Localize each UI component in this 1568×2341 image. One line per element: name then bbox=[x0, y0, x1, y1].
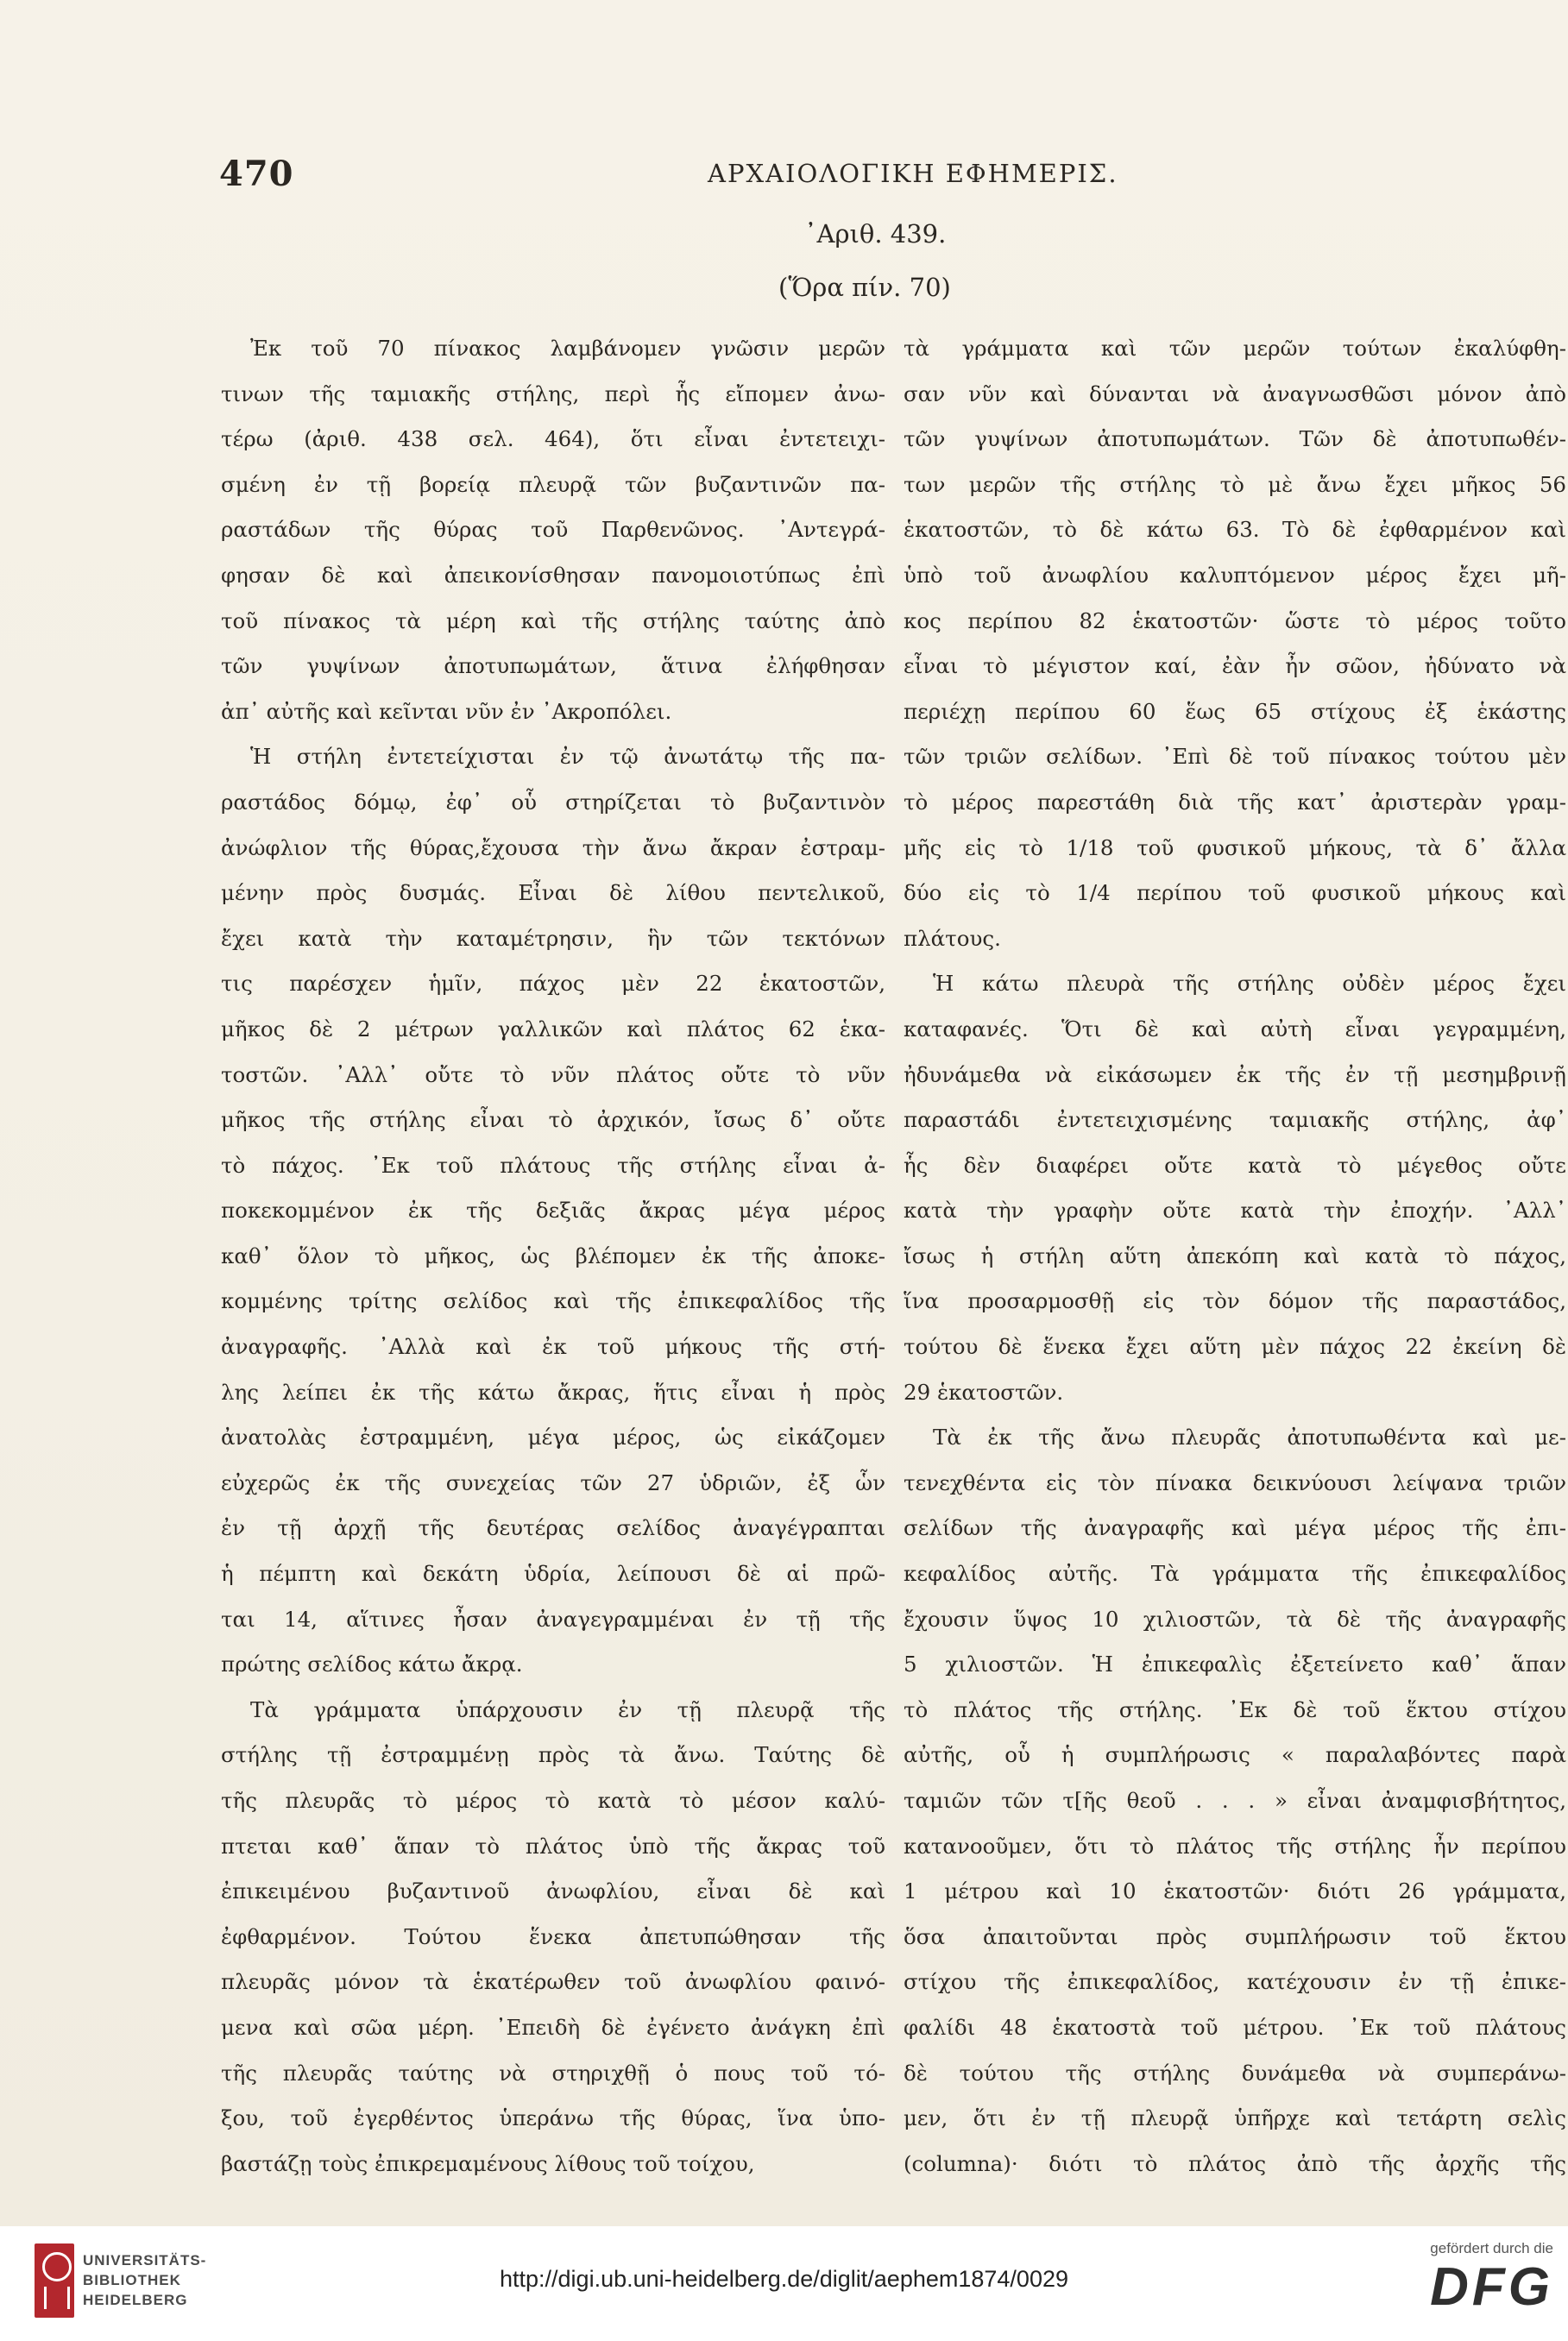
text-line: ἀνατολὰς ἐστραμμένη, μέγα μέρος, ὡς εἰκάζομεν bbox=[221, 1425, 885, 1451]
text-line: ἐφθαρμένον. Τούτου ἕνεκα ἀπετυπώθησαν τῆς bbox=[221, 1923, 885, 1949]
text-line: ἔχει κατὰ τὴν καταμέτρησιν, ἣν τῶν τεκτόνων bbox=[221, 925, 885, 951]
text-line: των μερῶν τῆς στήλης τὸ μὲ ἄνω ἔχει μῆκος 56 bbox=[904, 471, 1566, 497]
text-line: ἧς δὲν διαφέρει οὔτε κατὰ τὸ μέγεθος οὔτε bbox=[904, 1152, 1566, 1178]
text-line: 5 χιλιοστῶν. Ἡ ἐπικεφαλὶς ἐξετείνετο καθ᾿ ἅπαν bbox=[904, 1652, 1566, 1677]
text-line: Τὰ γράμματα ὑπάρχουσιν ἐν τῇ πλευρᾷ τῆς bbox=[250, 1696, 885, 1722]
text-line: τενεχθέντα εἰς τὸν πίνακα δεικνύουσι λείψανα τριῶν bbox=[904, 1469, 1566, 1495]
text-line: δὲ τούτου τῆς στήλης δυνάμεθα νὰ συμπεράνω- bbox=[904, 2060, 1566, 2086]
text-line: ταμιῶν τῶν τ[ῆς θεοῦ . . . » εἶναι ἀναμφισβήτητος, bbox=[904, 1788, 1566, 1813]
text-line: ἑκατοστῶν, τὸ δὲ κάτω 63. Τὸ δὲ ἐφθαρμένον καὶ bbox=[904, 517, 1566, 543]
text-line: ὅσα ἀπαιτοῦνται πρὸς συμπλήρωσιν τοῦ ἕκτου bbox=[904, 1923, 1566, 1949]
text-line: μένην πρὸς δυσμάς. Εἶναι δὲ λίθου πεντελικοῦ, bbox=[221, 880, 885, 906]
text-line: τῶν γυψίνων ἀποτυπωμάτων, ἅτινα ἐλήφθησαν bbox=[221, 653, 885, 679]
text-line: πτεται καθ᾿ ἅπαν τὸ πλάτος ὑπὸ τῆς ἄκρας τοῦ bbox=[221, 1833, 885, 1859]
text-line: ὑπὸ τοῦ ἀνωφλίου καλυπτόμενον μέρος ἔχει μῆ- bbox=[904, 562, 1566, 588]
text-line: καθ᾿ ὅλον τὸ μῆκος, ὡς βλέπομεν ἐκ τῆς ἀποκε- bbox=[221, 1243, 885, 1268]
text-line: λης λείπει ἐκ τῆς κάτω ἄκρας, ἥτις εἶναι ἡ πρὸς bbox=[221, 1379, 885, 1405]
text-line: βαστάζῃ τοὺς ἐπικρεμαμένους λίθους τοῦ τοίχου, bbox=[221, 2150, 755, 2176]
left-column bbox=[221, 326, 885, 2187]
text-line: ξου, τοῦ ἐγερθέντος ὑπεράνω τῆς θύρας, ἵνα ὑπο- bbox=[221, 2105, 885, 2131]
text-line: ἀπ᾿ αὐτῆς καὶ κεῖνται νῦν ἐν ᾿Ακροπόλει. bbox=[221, 698, 672, 724]
text-line: ἀνώφλιον τῆς θύρας,ἔχουσα τὴν ἄνω ἄκραν ἐστραμ- bbox=[221, 834, 885, 860]
text-line: τις παρέσχεν ἡμῖν, πάχος μὲν 22 ἑκατοστῶν, bbox=[221, 971, 885, 997]
text-line: κομμένης τρίτης σελίδος καὶ τῆς ἐπικεφαλίδος τῆς bbox=[221, 1288, 885, 1314]
text-line: ἴσως ἡ στήλη αὕτη ἀπεκόπη καὶ κατὰ τὸ πάχος, bbox=[904, 1243, 1566, 1268]
text-line: παραστάδι ἐντετειχισμένης ταμιακῆς στήλης, ἀφ᾿ bbox=[904, 1107, 1566, 1133]
text-line: τὸ πλάτος τῆς στήλης. ᾿Εκ δὲ τοῦ ἕκτου στίχου bbox=[904, 1696, 1566, 1722]
text-line: τὸ μέρος παρεστάθη διὰ τῆς κατ᾿ ἀριστερὰν γραμ- bbox=[904, 789, 1566, 815]
text-line: κεφαλίδος αὐτῆς. Τὰ γράμματα τῆς ἐπικεφαλίδος bbox=[904, 1561, 1566, 1587]
text-line: ἐπικειμένου βυζαντινοῦ ἀνωφλίου, εἶναι δὲ καὶ bbox=[221, 1878, 885, 1904]
text-line: στίχου τῆς ἐπικεφαλίδος, κατέχουσιν ἐν τῇ ἐπικε- bbox=[904, 1969, 1566, 1995]
text-line: αὐτῆς, οὗ ἡ συμπλήρωσις « παραλαβόντες παρὰ bbox=[904, 1742, 1566, 1768]
text-line: σαν νῦν καὶ δύνανται νὰ ἀναγνωσθῶσι μόνον ἀπὸ bbox=[904, 381, 1566, 406]
text-line: φαλίδι 48 ἑκατοστὰ τοῦ μέτρου. ᾿Εκ τοῦ πλάτους bbox=[904, 2014, 1566, 2040]
text-line: 29 ἑκατοστῶν. bbox=[904, 1379, 1064, 1405]
text-line: ἠδυνάμεθα νὰ εἰκάσωμεν ἐκ τῆς ἐν τῇ μεσημβρινῇ bbox=[904, 1061, 1566, 1087]
text-line: τὰ γράμματα καὶ τῶν μερῶν τούτων ἐκαλύφθη- bbox=[904, 336, 1566, 361]
page-number: 470 bbox=[219, 154, 294, 194]
text-line: Ἐκ τοῦ 70 πίνακος λαμβάνομεν γνῶσιν μερῶν bbox=[250, 336, 885, 361]
article-reference: (Ὅρα πίν. 70) bbox=[778, 273, 951, 302]
text-line: ἡ πέμπτη καὶ δεκάτη ὑδρία, λείπουσι δὲ αἱ πρῶ- bbox=[221, 1561, 885, 1587]
text-line: τούτου δὲ ἕνεκα ἔχει αὕτη μὲν πάχος 22 ἐκείνη δὲ bbox=[904, 1334, 1566, 1360]
text-line: ἐν τῇ ἀρχῇ τῆς δευτέρας σελίδος ἀναγέγραπται bbox=[221, 1515, 885, 1541]
text-line: εἶναι τὸ μέγιστον καί, ἐὰν ἦν σῶον, ἠδύνατο νὰ bbox=[904, 653, 1566, 679]
text-line: ἵνα προσαρμοσθῇ εἰς τὸν δόμον τῆς παραστάδος, bbox=[904, 1288, 1566, 1314]
text-line: πρώτης σελίδος κάτω ἄκρᾳ. bbox=[221, 1652, 523, 1677]
text-line: σμένη ἐν τῇ βορείᾳ πλευρᾷ τῶν βυζαντινῶν πα- bbox=[221, 471, 885, 497]
text-line: Ἡ στήλη ἐντετείχισται ἐν τῷ ἀνωτάτῳ τῆς πα- bbox=[250, 744, 885, 770]
funding-caption: gefördert durch die bbox=[1430, 2240, 1553, 2256]
text-line: τοῦ πίνακος τὰ μέρη καὶ τῆς στήλης ταύτης ἀπὸ bbox=[221, 607, 885, 633]
text-line: μῆκος τῆς στήλης εἶναι τὸ ἀρχικόν, ἴσως δ᾿ οὔτε bbox=[221, 1107, 885, 1133]
text-line: μενα καὶ σῶα μέρη. ᾿Επειδὴ δὲ ἐγένετο ἀνάγκη ἐπὶ bbox=[221, 2014, 885, 2040]
text-line: ραστάδων τῆς θύρας τοῦ Παρθενῶνος. ᾿Αντεγρά- bbox=[221, 517, 885, 543]
text-line: τῆς πλευρᾶς ταύτης νὰ στηριχθῇ ὁ πους τοῦ τό- bbox=[221, 2060, 885, 2086]
text-line: τέρω (ἀριθ. 438 σελ. 464), ὅτι εἶναι ἐντετειχι- bbox=[221, 426, 885, 452]
text-line: πλευρᾶς μόνον τὰ ἑκατέρωθεν τοῦ ἀνωφλίου φαινό- bbox=[221, 1969, 885, 1995]
text-line: εὐχερῶς ἐκ τῆς συνεχείας τῶν 27 ὑδριῶν, ἐξ ὧν bbox=[221, 1469, 885, 1495]
text-line: φησαν δὲ καὶ ἀπεικονίσθησαν πανομοιοτύπως ἐπὶ bbox=[221, 562, 885, 588]
text-line: ἔχουσιν ὕψος 10 χιλιοστῶν, τὰ δὲ τῆς ἀναγραφῆς bbox=[904, 1606, 1566, 1632]
logo-line-3: HEIDELBERG bbox=[83, 2292, 188, 2308]
dfg-logo: DFG bbox=[1430, 2257, 1553, 2317]
text-line: τοστῶν. ᾿Αλλ᾿ οὔτε τὸ νῦν πλάτος οὔτε τὸ νῦν bbox=[221, 1061, 885, 1087]
text-line: ραστάδος δόμῳ, ἐφ᾿ οὗ στηρίζεται τὸ βυζαντινὸν bbox=[221, 789, 885, 815]
text-line: μῆκος δὲ 2 μέτρων γαλλικῶν καὶ πλάτος 62 ἑκα- bbox=[221, 1016, 885, 1041]
text-line: μεν, ὅτι ἐν τῇ πλευρᾷ ὑπῆρχε καὶ τετάρτη σελὶς bbox=[904, 2105, 1566, 2131]
text-line: κατὰ τὴν γραφὴν οὔτε κατὰ τὴν ἐποχήν. ᾿Αλλ᾿ bbox=[904, 1198, 1566, 1224]
text-line: Ἡ κάτω πλευρὰ τῆς στήλης οὐδὲν μέρος ἔχει bbox=[933, 971, 1566, 997]
text-line: ἀναγραφῆς. ᾿Αλλὰ καὶ ἐκ τοῦ μήκους τῆς στή- bbox=[221, 1334, 885, 1360]
text-line: καταφανές. Ὅτι δὲ καὶ αὐτὴ εἶναι γεγραμμένη, bbox=[904, 1016, 1566, 1041]
text-line: 1 μέτρου καὶ 10 ἑκατοστῶν· διότι 26 γράμματα, bbox=[904, 1878, 1566, 1904]
text-line: δύο εἰς τὸ 1/4 περίπου τοῦ φυσικοῦ μήκους καὶ bbox=[904, 880, 1566, 906]
text-line: (columna)· διότι τὸ πλάτος ἀπὸ τῆς ἀρχῆς τῆς bbox=[904, 2150, 1566, 2176]
text-line: τῶν γυψίνων ἀποτυπωμάτων. Τῶν δὲ ἀποτυπωθέν- bbox=[904, 426, 1566, 452]
text-line: πλάτους. bbox=[904, 925, 1001, 951]
running-head: ΑΡΧΑΙΟΛΟΓΙΚΗ ΕΦΗΜΕΡΙΣ. bbox=[708, 159, 1118, 188]
text-line: μῆς εἰς τὸ 1/18 τοῦ φυσικοῦ μήκους, τὰ δ᾿ ἄλλα bbox=[904, 834, 1566, 860]
text-line: τῶν τριῶν σελίδων. ᾿Επὶ δὲ τοῦ πίνακος τούτου μὲν bbox=[904, 744, 1566, 770]
right-column bbox=[904, 326, 1566, 2187]
text-line: ποκεκομμένον ἐκ τῆς δεξιᾶς ἄκρας μέγα μέρος bbox=[221, 1198, 885, 1224]
logo-line-1: UNIVERSITÄTS- bbox=[83, 2252, 207, 2269]
text-line: στήλης τῇ ἐστραμμένῃ πρὸς τὰ ἄνω. Ταύτης δὲ bbox=[221, 1742, 885, 1768]
source-url-link[interactable]: http://digi.ub.uni-heidelberg.de/diglit/aephem1874/0029 bbox=[500, 2266, 1068, 2292]
text-line: ται 14, αἵτινες ἦσαν ἀναγεγραμμέναι ἐν τῇ τῆς bbox=[221, 1606, 885, 1632]
text-line: κατανοοῦμεν, ὅτι τὸ πλάτος τῆς στήλης ἦν περίπου bbox=[904, 1833, 1566, 1859]
article-number: ᾿Αριθ. 439. bbox=[804, 219, 947, 249]
text-line: περιέχῃ περίπου 60 ἕως 65 στίχους ἐξ ἑκάστης bbox=[904, 698, 1566, 724]
text-line: κος περίπου 82 ἑκατοστῶν· ὥστε τὸ μέρος τοῦτο bbox=[904, 607, 1566, 633]
text-line: Τὰ ἐκ τῆς ἄνω πλευρᾶς ἀποτυπωθέντα καὶ με- bbox=[933, 1425, 1566, 1451]
logo-line-2: BIBLIOTHEK bbox=[83, 2272, 181, 2288]
text-line: τινων τῆς ταμιακῆς στήλης, περὶ ἧς εἴπομεν ἀνω- bbox=[221, 381, 885, 406]
text-line: τῆς πλευρᾶς τὸ μέρος τὸ κατὰ τὸ μέσον καλύ- bbox=[221, 1788, 885, 1813]
text-line: σελίδων τῆς ἀναγραφῆς καὶ μέγα μέρος τῆς ἐπι- bbox=[904, 1515, 1566, 1541]
text-line: τὸ πάχος. ᾿Εκ τοῦ πλάτους τῆς στήλης εἶναι ἀ- bbox=[221, 1152, 885, 1178]
dfg-funding-block[interactable] bbox=[1381, 2240, 1553, 2326]
